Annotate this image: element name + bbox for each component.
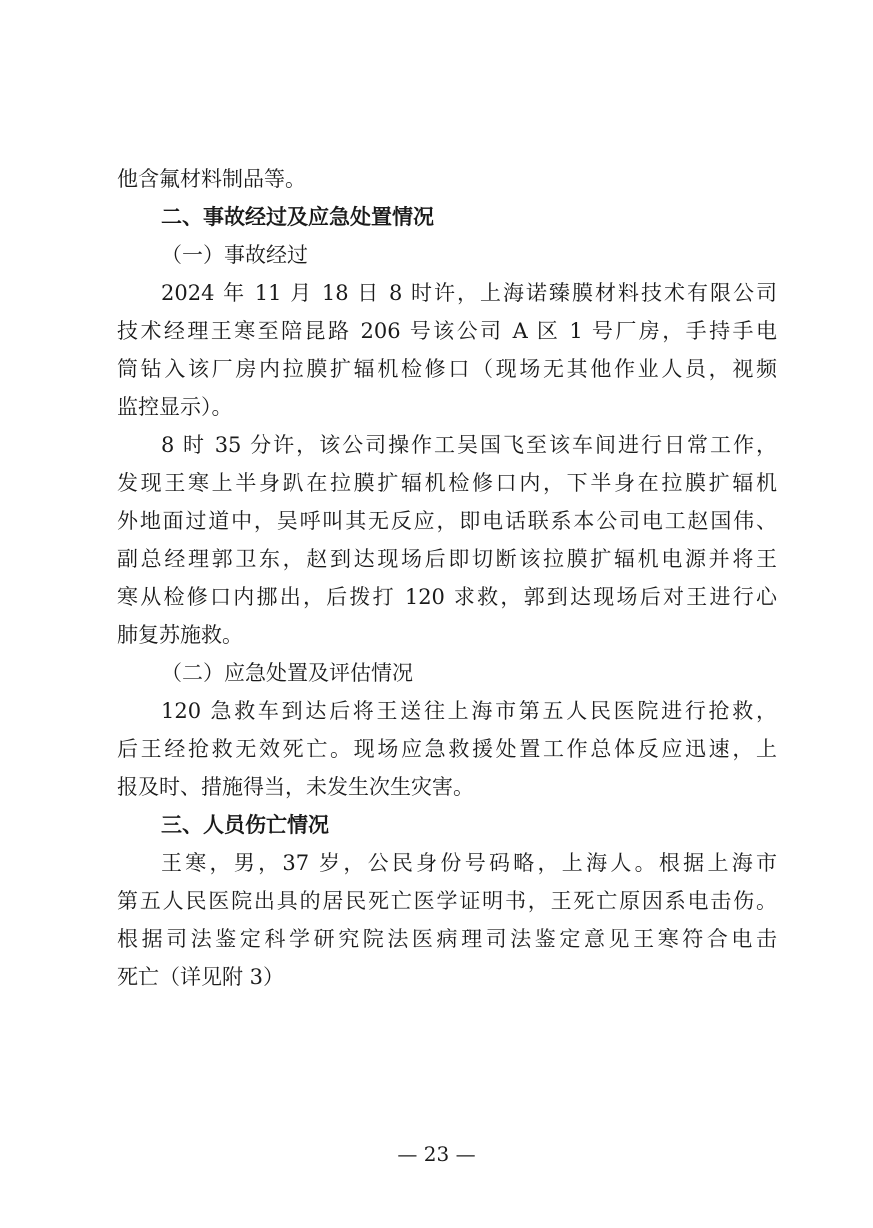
document-body	[117, 160, 777, 996]
text-line: 他含氟材料制品等。	[117, 167, 306, 191]
text-line: 监控显示）。	[117, 395, 233, 419]
text-line: 120 急救车到达后将王送往上海市第五人民医院进行抢救，	[161, 699, 777, 723]
text-line: 8 时 35 分许，该公司操作工吴国飞至该车间进行日常工作，	[161, 433, 777, 457]
text-line: 根据司法鉴定科学研究院法医病理司法鉴定意见王寒符合电击	[117, 927, 777, 951]
text-line: 2024 年 11 月 18 日 8 时许，上海诺臻膜材料技术有限公司	[161, 281, 777, 305]
text-line: 副总经理郭卫东，赵到达现场后即切断该拉膜扩辐机电源并将王	[117, 547, 777, 571]
section-heading: 二、事故经过及应急处置情况	[161, 205, 434, 229]
text-line: 筒钻入该厂房内拉膜扩辐机检修口（现场无其他作业人员，视频	[117, 357, 777, 381]
section-heading: 三、人员伤亡情况	[161, 813, 329, 837]
subsection-heading: （二）应急处置及评估情况	[161, 661, 413, 685]
text-line: 死亡（详见附 3）	[117, 965, 285, 989]
text-line: 报及时、措施得当，未发生次生灾害。	[117, 775, 474, 799]
text-line: 肺复苏施救。	[117, 623, 243, 647]
text-line: 寒从检修口内挪出，后拨打 120 求救，郭到达现场后对王进行心	[117, 585, 777, 609]
text-line: 后王经抢救无效死亡。现场应急救援处置工作总体反应迅速，上	[117, 737, 777, 761]
text-line: 发现王寒上半身趴在拉膜扩辐机检修口内，下半身在拉膜扩辐机	[117, 471, 777, 495]
text-line: 第五人民医院出具的居民死亡医学证明书，王死亡原因系电击伤。	[117, 889, 777, 913]
text-line: 外地面过道中，吴呼叫其无反应，即电话联系本公司电工赵国伟、	[117, 509, 777, 533]
text-line: 技术经理王寒至陪昆路 206 号该公司 A 区 1 号厂房，手持手电	[117, 319, 777, 343]
text-line: 王寒，男，37 岁，公民身份号码略，上海人。根据上海市	[161, 851, 777, 875]
page-number: — 23 —	[397, 1142, 476, 1166]
subsection-heading: （一）事故经过	[161, 243, 308, 267]
